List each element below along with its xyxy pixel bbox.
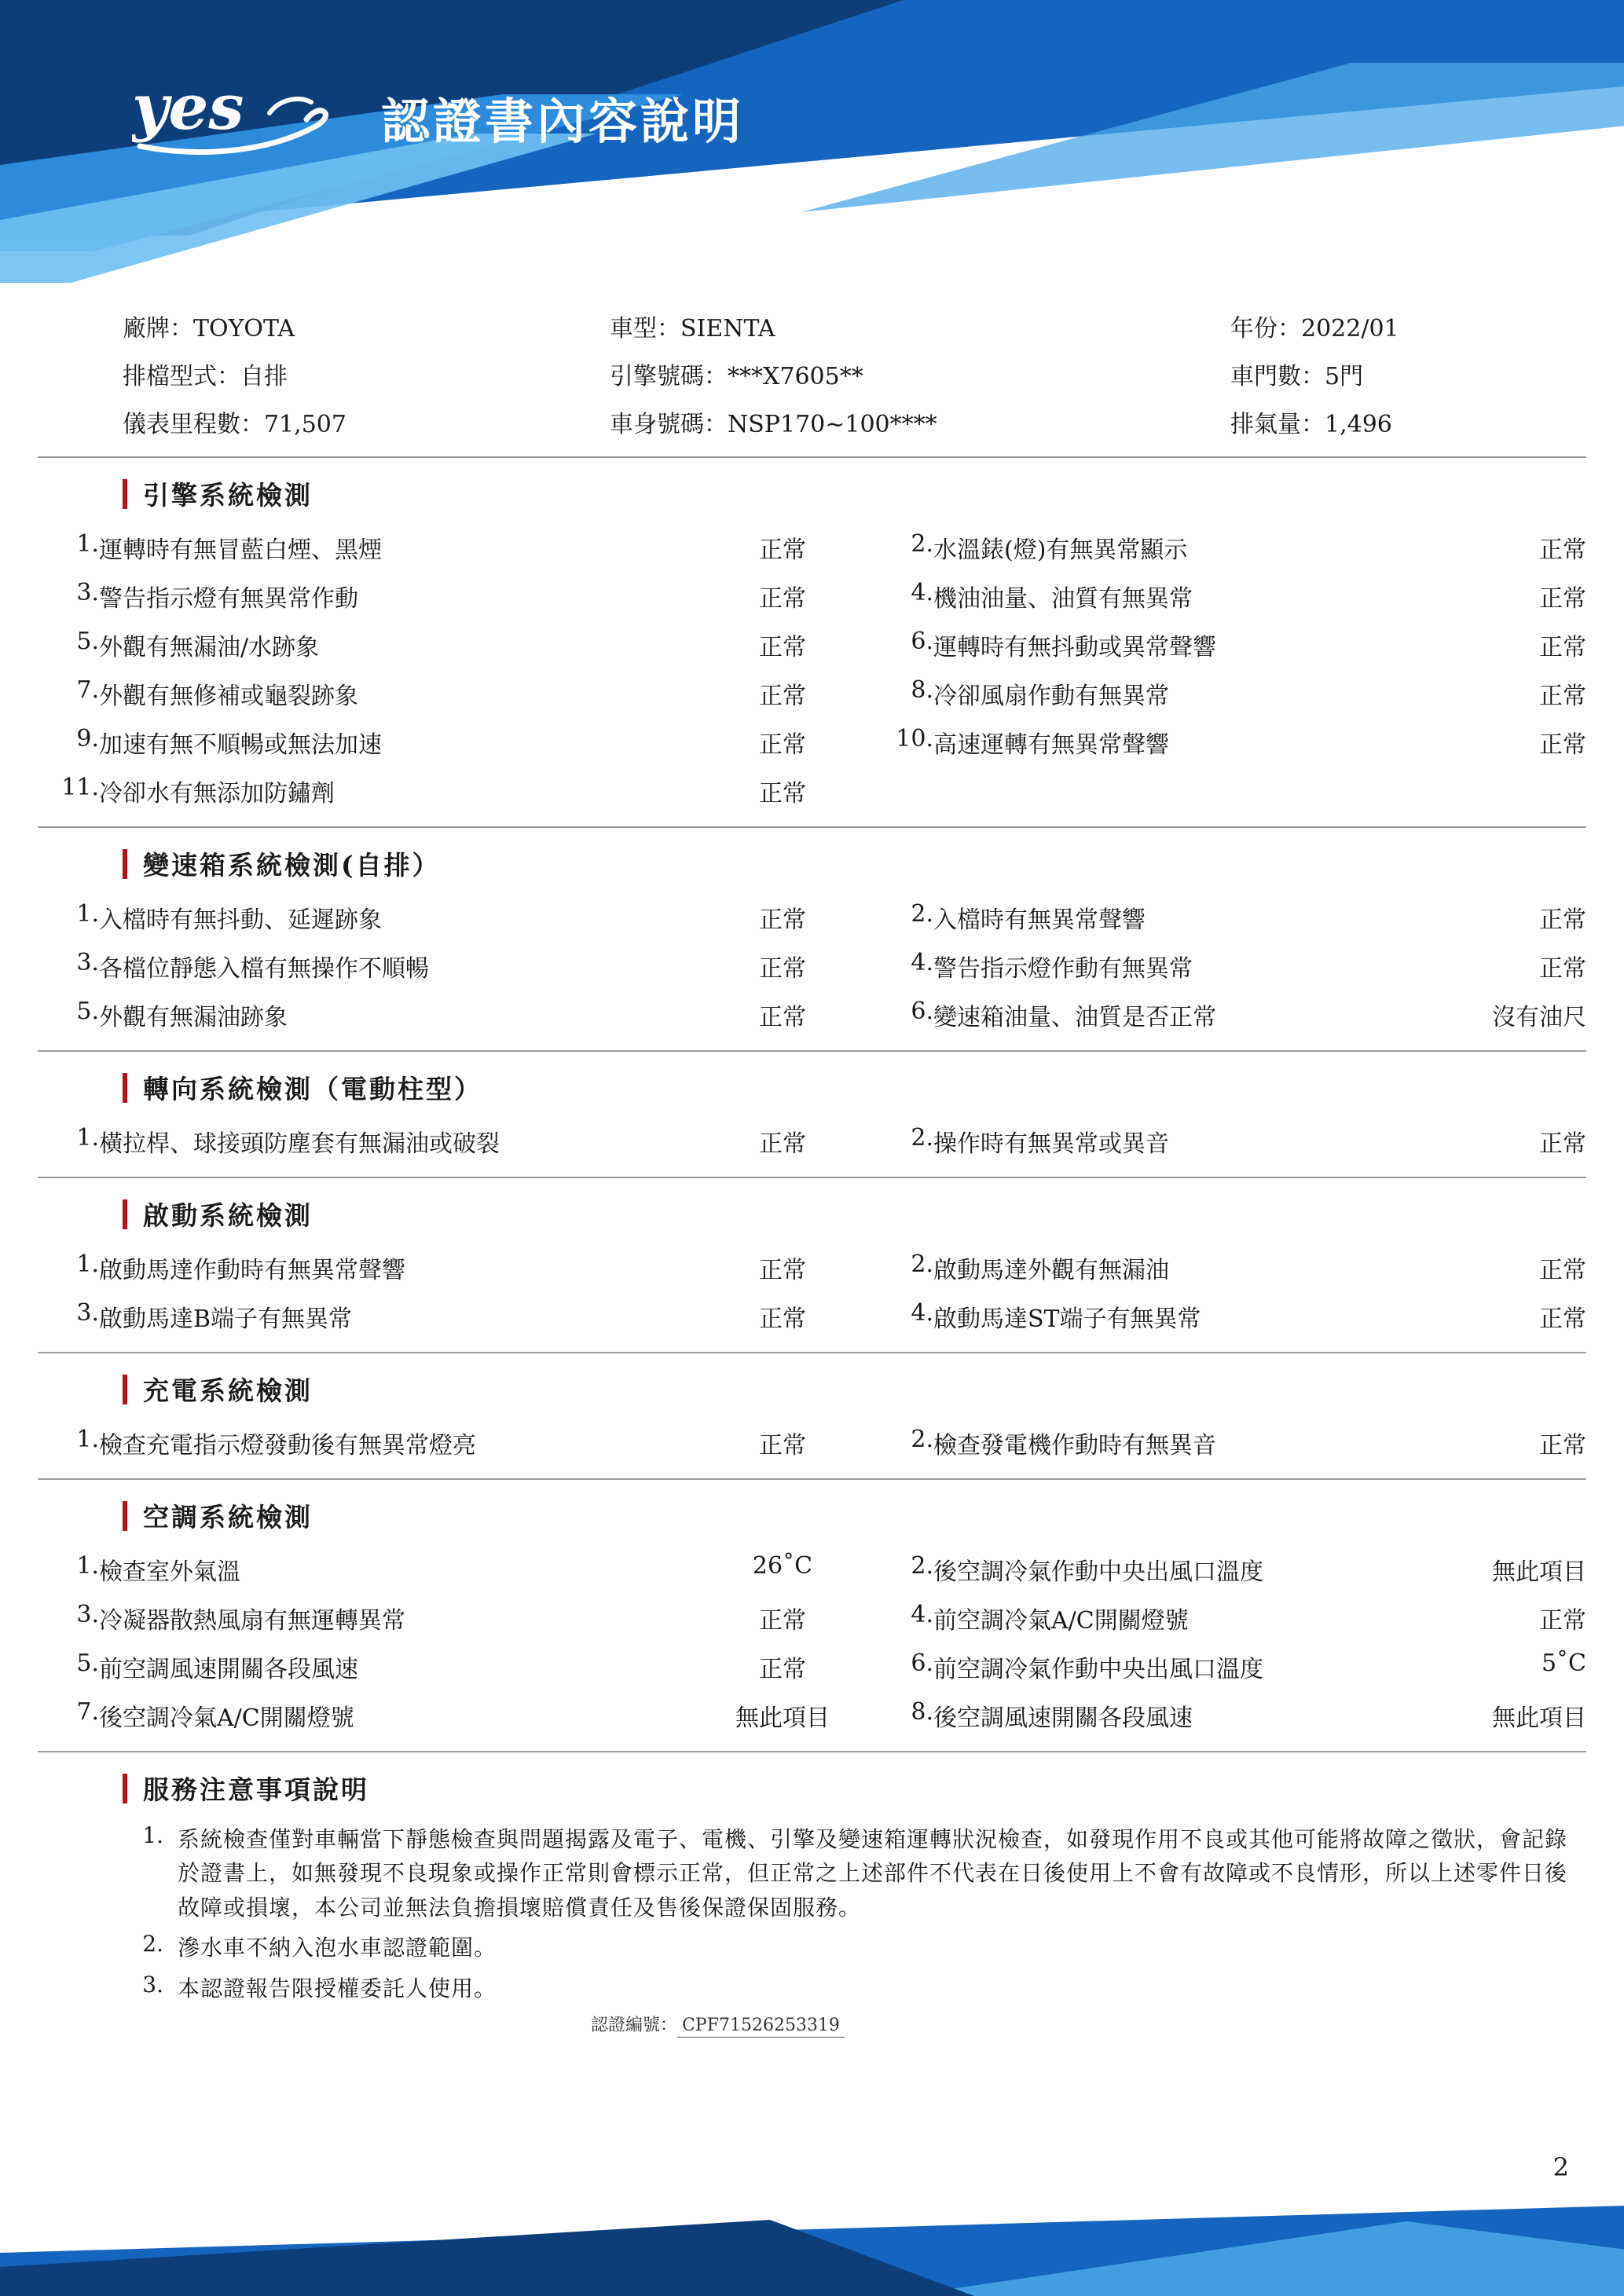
section-engine [38, 458, 1586, 828]
item-result: 正常 [1539, 1305, 1586, 1333]
item-label: 變速箱油量、油質是否正常 [933, 1004, 1216, 1031]
item-label: 操作時有無異常或異音 [933, 1130, 1169, 1158]
item-number: 3. [76, 579, 99, 606]
item-number: 5. [76, 998, 99, 1025]
table-row [38, 718, 1586, 767]
item-label: 各檔位靜態入檔有無操作不順暢 [99, 955, 429, 983]
item-number: 4. [911, 579, 933, 606]
item-number: 2. [911, 1426, 933, 1453]
item-label: 後空調冷氣A/C開關燈號 [99, 1705, 354, 1732]
item-number: 2. [911, 530, 933, 558]
item-result: 正常 [759, 1607, 806, 1635]
section-title: 服務注意事項說明 [143, 1774, 369, 1805]
section-title: 變速箱系統檢測(自排） [143, 850, 441, 881]
item-number: 10. [896, 725, 933, 753]
item-label: 警告指示燈有無異常作動 [99, 585, 358, 613]
item-label: 啟動馬達B端子有無異常 [99, 1305, 353, 1333]
section-notes [38, 1752, 1586, 2036]
note-number: 2. [142, 1931, 163, 1957]
item-number: 3. [76, 949, 99, 976]
table-row [38, 1594, 1586, 1642]
item-label: 機油油量、油質有無異常 [933, 585, 1193, 613]
document-body [0, 295, 1624, 2036]
item-number [861, 767, 933, 815]
item-result: 正常 [1539, 1130, 1586, 1158]
item-number: 3. [76, 1601, 99, 1628]
section-title: 空調系統檢測 [143, 1502, 313, 1532]
table-row [38, 1642, 1586, 1691]
item-result: 正常 [759, 780, 806, 807]
section-marker-icon [123, 479, 127, 509]
item-label: 冷卻水有無添加防鏽劑 [99, 780, 335, 807]
item-number: 1. [76, 1251, 99, 1278]
item-label: 外觀有無修補或龜裂跡象 [99, 683, 358, 710]
item-number: 1. [76, 1552, 99, 1580]
item-result [1476, 767, 1586, 815]
item-number: 1. [76, 530, 99, 558]
table-row [38, 523, 1586, 572]
inspection-table [38, 1419, 1586, 1467]
certificate-number-value: CPF71526253319 [677, 2016, 845, 2038]
item-number: 4. [911, 1601, 933, 1628]
item-number: 3. [76, 1299, 99, 1327]
item-result: 正常 [1539, 1257, 1586, 1284]
page-title: 認證書內容說明 [381, 93, 745, 150]
item-result: 正常 [759, 1130, 806, 1158]
item-result: 正常 [759, 1305, 806, 1333]
item-number: 2. [911, 1552, 933, 1580]
item-label: 外觀有無漏油跡象 [99, 1004, 288, 1031]
item-result: 正常 [759, 906, 806, 934]
vehicle-brand: 廠牌：TOYOTA [123, 315, 295, 342]
section-marker-icon [123, 849, 127, 879]
item-label: 入檔時有無異常聲響 [933, 906, 1146, 934]
vehicle-year: 年份：2022/01 [1230, 315, 1399, 342]
item-result: 正常 [759, 731, 806, 759]
item-number: 7. [76, 1698, 99, 1726]
section-marker-icon [123, 1073, 127, 1103]
vehicle-vin: 車身號碼：NSP170~100**** [610, 411, 937, 438]
table-row [38, 1292, 1586, 1341]
vehicle-door-count: 車門數：5門 [1230, 363, 1364, 390]
item-number: 8. [911, 676, 933, 704]
inspection-table [38, 893, 1586, 1039]
item-label: 加速有無不順暢或無法加速 [99, 731, 382, 759]
vehicle-model: 車型：SIENTA [610, 315, 775, 342]
note-text: 本認證報告限授權委託人使用。 [178, 1975, 497, 2001]
table-row [38, 1419, 1586, 1467]
vehicle-mileage: 儀表里程數：71,507 [123, 411, 346, 438]
item-result: 正常 [759, 1656, 806, 1683]
inspection-table [38, 1545, 1586, 1740]
vehicle-transmission: 排檔型式：自排 [123, 363, 288, 390]
item-label: 運轉時有無冒藍白煙、黑煙 [99, 536, 382, 564]
item-result: 正常 [759, 683, 806, 710]
item-number: 9. [76, 725, 99, 753]
section-title: 轉向系統檢測（電動柱型） [143, 1074, 482, 1104]
item-number: 2. [911, 1124, 933, 1152]
list-item [123, 1822, 1586, 1924]
item-label: 檢查室外氣溫 [99, 1558, 240, 1586]
item-result: 正常 [759, 1257, 806, 1284]
certificate-number-label: 認證編號： [591, 2015, 678, 2035]
note-number: 1. [142, 1822, 163, 1848]
section-title: 充電系統檢測 [143, 1375, 313, 1406]
notes-list [38, 1818, 1586, 2005]
table-row [38, 1691, 1586, 1740]
item-label: 後空調冷氣作動中央出風口溫度 [933, 1558, 1263, 1586]
section-title: 啟動系統檢測 [143, 1200, 313, 1231]
item-result: 26˚C [752, 1552, 813, 1580]
item-label: 入檔時有無抖動、延遲跡象 [99, 906, 382, 934]
list-item [123, 1931, 1586, 1965]
item-label: 前空調冷氣作動中央出風口溫度 [933, 1656, 1263, 1683]
item-result: 無此項目 [1492, 1558, 1586, 1586]
section-heading [38, 828, 1586, 893]
list-item [123, 1972, 1586, 2005]
item-number: 1. [76, 1124, 99, 1152]
table-row [38, 1545, 1586, 1594]
vehicle-info [38, 295, 1586, 458]
note-text: 滲水車不納入泡水車認證範圍。 [178, 1935, 497, 1961]
item-number: 6. [911, 628, 933, 655]
page-footer [0, 2206, 1624, 2296]
item-label: 啟動馬達外觀有無漏油 [933, 1257, 1169, 1284]
item-result: 正常 [1539, 1432, 1586, 1459]
section-marker-icon [123, 1501, 127, 1531]
item-number: 4. [911, 949, 933, 976]
item-result: 正常 [1539, 1607, 1586, 1635]
section-heading [38, 1052, 1586, 1117]
section-marker-icon [123, 1199, 127, 1229]
item-label: 冷凝器散熱風扇有無運轉異常 [99, 1607, 405, 1635]
section-heading [38, 458, 1586, 523]
note-text: 系統檢查僅對車輛當下靜態檢查與問題揭露及電子、電機、引擎及變速箱運轉狀況檢查，如發現作用不良或其他可能將故障之徵狀，會記錄於證書上，如無發現不良現象或操作正常則會標示正常，但正常之上述部件不代表在日後使用上不會有故障或不良情形，所以上述零件日後故障或損壞，本公司並無法負擔損壞賠償責任及售後保證保固服務。 [178, 1826, 1568, 1921]
item-label: 檢查充電指示燈發動後有無異常燈亮 [99, 1432, 476, 1459]
table-row [38, 1117, 1586, 1166]
item-number: 6. [911, 998, 933, 1025]
table-row [38, 669, 1586, 718]
table-row [38, 621, 1586, 669]
item-label: 後空調風速開關各段風速 [933, 1705, 1193, 1732]
item-label: 水溫錶(燈)有無異常顯示 [933, 536, 1188, 564]
section-heading [38, 1480, 1586, 1545]
vehicle-engine-number: 引擎號碼：***X7605** [610, 363, 863, 390]
table-row [38, 942, 1586, 991]
page-number: 2 [1553, 2152, 1569, 2182]
item-number: 11. [61, 774, 99, 801]
table-row [38, 767, 1586, 815]
section-charging [38, 1353, 1586, 1480]
item-result: 無此項目 [1492, 1705, 1586, 1732]
item-label: 運轉時有無抖動或異常聲響 [933, 634, 1216, 661]
item-label: 冷卻風扇作動有無異常 [933, 683, 1169, 710]
section-heading [38, 1178, 1586, 1243]
item-number: 2. [911, 900, 933, 928]
svg-text:yes: yes [132, 75, 244, 144]
inspection-table [38, 523, 1586, 815]
table-row [38, 893, 1586, 942]
yes-logo [132, 75, 368, 162]
inspection-table [38, 1243, 1586, 1341]
item-number: 6. [911, 1650, 933, 1677]
item-result: 5˚C [1541, 1650, 1586, 1677]
item-label [933, 767, 1476, 815]
item-number: 2. [911, 1251, 933, 1278]
item-number: 5. [76, 1650, 99, 1677]
item-result: 正常 [1539, 955, 1586, 983]
item-result: 正常 [1539, 683, 1586, 710]
item-result: 正常 [759, 955, 806, 983]
section-title: 引擎系統檢測 [143, 480, 313, 511]
section-starter [38, 1178, 1586, 1353]
item-number: 8. [911, 1698, 933, 1726]
section-air-conditioning [38, 1480, 1586, 1752]
item-number: 4. [911, 1299, 933, 1327]
item-result: 正常 [759, 1432, 806, 1459]
table-row [38, 1243, 1586, 1292]
item-number: 1. [76, 1426, 99, 1453]
section-marker-icon [123, 1774, 127, 1803]
section-heading [38, 1752, 1586, 1818]
item-label: 前空調風速開關各段風速 [99, 1656, 358, 1683]
item-number: 7. [76, 676, 99, 704]
item-result: 沒有油尺 [1492, 1004, 1586, 1031]
page-header [0, 0, 1624, 306]
item-result: 正常 [759, 536, 806, 564]
item-number: 1. [76, 900, 99, 928]
table-row [38, 991, 1586, 1039]
item-label: 檢查發電機作動時有無異音 [933, 1432, 1216, 1459]
item-label: 啟動馬達ST端子有無異常 [933, 1305, 1201, 1333]
certificate-number-block [0, 2012, 1492, 2036]
item-label: 前空調冷氣A/C開關燈號 [933, 1607, 1189, 1635]
section-marker-icon [123, 1375, 127, 1404]
item-result: 正常 [1539, 906, 1586, 934]
item-label: 外觀有無漏油/水跡象 [99, 634, 320, 661]
item-result: 正常 [759, 634, 806, 661]
section-heading [38, 1353, 1586, 1419]
inspection-table [38, 1117, 1586, 1166]
table-row [38, 572, 1586, 621]
section-transmission [38, 828, 1586, 1052]
item-result: 正常 [759, 1004, 806, 1031]
note-number: 3. [142, 1971, 163, 1998]
item-label: 警告指示燈作動有無異常 [933, 955, 1193, 983]
item-label: 啟動馬達作動時有無異常聲響 [99, 1257, 405, 1284]
item-result: 正常 [1539, 585, 1586, 613]
item-number: 5. [76, 628, 99, 655]
item-result: 正常 [1539, 634, 1586, 661]
item-result: 正常 [759, 585, 806, 613]
section-steering [38, 1052, 1586, 1178]
item-result: 正常 [1539, 536, 1586, 564]
item-result: 正常 [1539, 731, 1586, 759]
item-result: 無此項目 [735, 1705, 830, 1732]
item-label: 橫拉桿、球接頭防塵套有無漏油或破裂 [99, 1130, 500, 1158]
item-label: 高速運轉有無異常聲響 [933, 731, 1169, 759]
vehicle-displacement: 排氣量：1,496 [1230, 411, 1392, 438]
